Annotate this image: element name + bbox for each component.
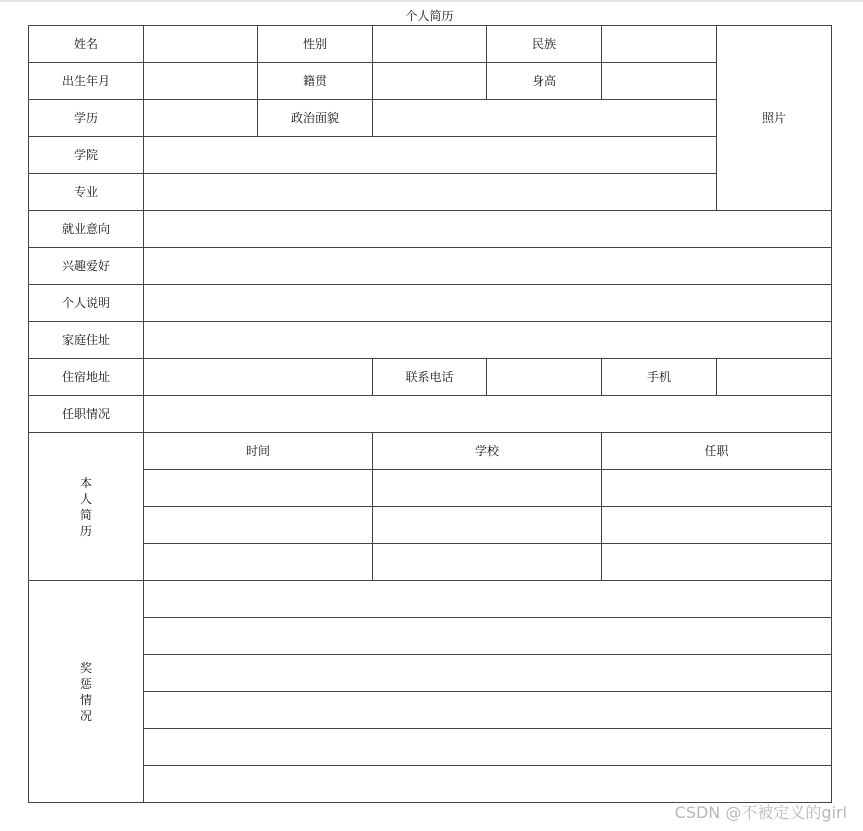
row-basic-2 bbox=[29, 63, 832, 100]
label-mobile: 手机 bbox=[602, 359, 717, 396]
awards-row bbox=[29, 655, 832, 692]
row-basic-3 bbox=[29, 100, 832, 137]
photo-cell: 照片 bbox=[717, 26, 832, 211]
top-divider bbox=[0, 0, 863, 2]
field-hobbies[interactable] bbox=[144, 248, 832, 285]
label-ethnicity: 民族 bbox=[487, 26, 602, 63]
column-header-time: 时间 bbox=[144, 433, 373, 470]
awards-cell[interactable] bbox=[144, 581, 832, 618]
field-residence[interactable] bbox=[144, 359, 373, 396]
label-contact-phone: 联系电话 bbox=[373, 359, 487, 396]
label-gender: 性别 bbox=[258, 26, 373, 63]
watermark-text: CSDN @不被定义的girl bbox=[674, 803, 847, 822]
field-gender[interactable] bbox=[373, 26, 487, 63]
field-political-status[interactable] bbox=[373, 100, 717, 137]
awards-cell[interactable] bbox=[144, 729, 832, 766]
resume-school-cell[interactable] bbox=[373, 507, 602, 544]
field-contact-phone[interactable] bbox=[487, 359, 602, 396]
label-education: 学历 bbox=[29, 100, 144, 137]
field-name[interactable] bbox=[144, 26, 258, 63]
column-header-position: 任职 bbox=[602, 433, 832, 470]
label-birth: 出生年月 bbox=[29, 63, 144, 100]
resume-position-cell[interactable] bbox=[602, 470, 832, 507]
field-education[interactable] bbox=[144, 100, 258, 137]
label-college: 学院 bbox=[29, 137, 144, 174]
field-positions[interactable] bbox=[144, 396, 832, 433]
label-residence: 住宿地址 bbox=[29, 359, 144, 396]
awards-row bbox=[29, 692, 832, 729]
label-awards-section bbox=[29, 581, 144, 803]
awards-cell[interactable] bbox=[144, 766, 832, 803]
row-major bbox=[29, 174, 832, 211]
resume-table bbox=[28, 25, 832, 803]
field-birth[interactable] bbox=[144, 63, 258, 100]
resume-school-cell[interactable] bbox=[373, 470, 602, 507]
field-job-intention[interactable] bbox=[144, 211, 832, 248]
resume-position-cell[interactable] bbox=[602, 507, 832, 544]
awards-cell[interactable] bbox=[144, 655, 832, 692]
label-home-address: 家庭住址 bbox=[29, 322, 144, 359]
row-positions bbox=[29, 396, 832, 433]
resume-row bbox=[29, 507, 832, 544]
awards-row bbox=[29, 618, 832, 655]
resume-section-text: 本人简历 bbox=[79, 475, 92, 538]
label-job-intention: 就业意向 bbox=[29, 211, 144, 248]
field-ethnicity[interactable] bbox=[602, 26, 717, 63]
resume-row bbox=[29, 544, 832, 581]
field-home-address[interactable] bbox=[144, 322, 832, 359]
label-name: 姓名 bbox=[29, 26, 144, 63]
label-native-place: 籍贯 bbox=[258, 63, 373, 100]
label-major: 专业 bbox=[29, 174, 144, 211]
label-political-status: 政治面貌 bbox=[258, 100, 373, 137]
resume-time-cell[interactable] bbox=[144, 507, 373, 544]
field-college[interactable] bbox=[144, 137, 717, 174]
row-basic-1 bbox=[29, 26, 832, 63]
row-personal-statement bbox=[29, 285, 832, 322]
row-resume-header bbox=[29, 433, 832, 470]
label-hobbies: 兴趣爱好 bbox=[29, 248, 144, 285]
field-personal-statement[interactable] bbox=[144, 285, 832, 322]
row-job-intention bbox=[29, 211, 832, 248]
resume-time-cell[interactable] bbox=[144, 544, 373, 581]
field-major[interactable] bbox=[144, 174, 717, 211]
field-height[interactable] bbox=[602, 63, 717, 100]
row-college bbox=[29, 137, 832, 174]
awards-row bbox=[29, 766, 832, 803]
label-height: 身高 bbox=[487, 63, 602, 100]
resume-time-cell[interactable] bbox=[144, 470, 373, 507]
resume-school-cell[interactable] bbox=[373, 544, 602, 581]
awards-section-text: 奖惩情况 bbox=[79, 660, 92, 723]
page-title: 个人简历 bbox=[405, 9, 454, 23]
field-native-place[interactable] bbox=[373, 63, 487, 100]
row-contact bbox=[29, 359, 832, 396]
label-positions: 任职情况 bbox=[29, 396, 144, 433]
row-hobbies bbox=[29, 248, 832, 285]
resume-row bbox=[29, 470, 832, 507]
awards-row bbox=[29, 729, 832, 766]
label-resume-section bbox=[29, 433, 144, 581]
awards-cell[interactable] bbox=[144, 618, 832, 655]
row-home-address bbox=[29, 322, 832, 359]
awards-cell[interactable] bbox=[144, 692, 832, 729]
column-header-school: 学校 bbox=[373, 433, 602, 470]
field-mobile[interactable] bbox=[717, 359, 832, 396]
awards-row bbox=[29, 581, 832, 618]
resume-position-cell[interactable] bbox=[602, 544, 832, 581]
label-personal-statement: 个人说明 bbox=[29, 285, 144, 322]
